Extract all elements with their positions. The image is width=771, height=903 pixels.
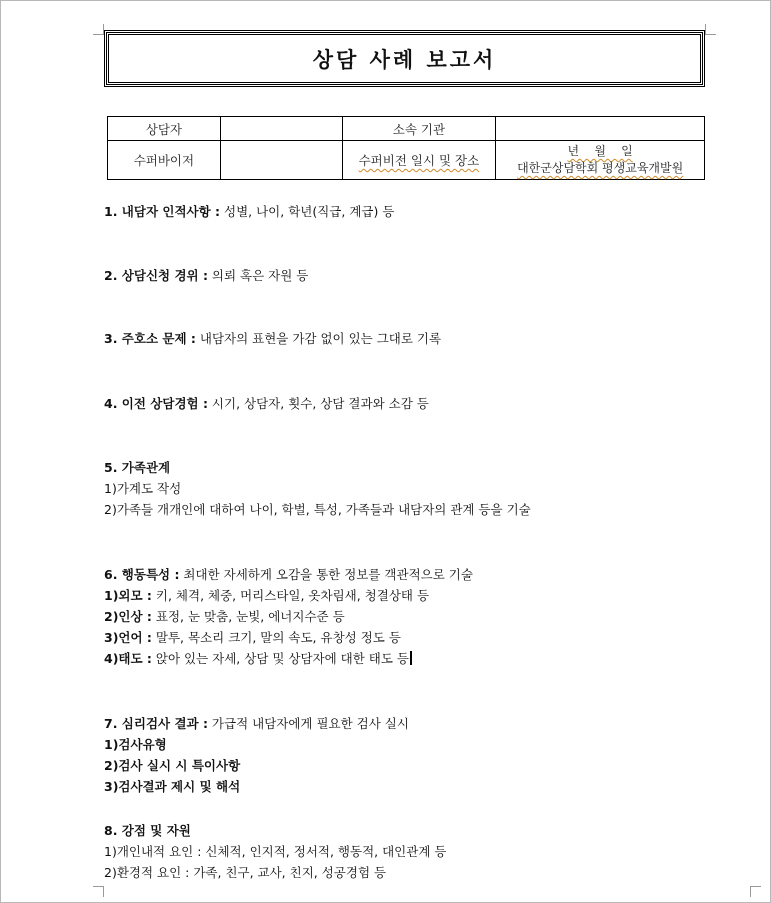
section-5-item-1: 1)가계도 작성 — [104, 481, 182, 496]
section-6-text: 최대한 자세하게 오감을 통한 정보를 객관적으로 기술 — [179, 567, 473, 582]
section-8-item-2: 2)환경적 요인 : 가족, 친구, 교사, 친지, 성공경험 등 — [104, 865, 387, 880]
session-org: 대한군상담학회 평생교육개발원 — [517, 161, 684, 175]
section-7-item-2: 2)검사 실시 시 특이사항 — [104, 758, 241, 773]
section-4-heading: 4. 이전 상담경험 : — [104, 396, 208, 411]
section-1 — [104, 202, 394, 220]
section-3-heading: 3. 주호소 문제 : — [104, 331, 196, 346]
section-5-item-2: 2)가족들 개개인에 대하여 나이, 학벌, 특성, 가족들과 내담자의 관계 등을 기술 — [104, 502, 531, 517]
section-6 — [104, 565, 473, 583]
section-4 — [104, 394, 429, 412]
text-cursor — [410, 651, 412, 665]
session-label — [342, 141, 496, 180]
supervisor-label: 수퍼바이저 — [108, 141, 221, 180]
affiliation-label: 소속 기관 — [342, 117, 496, 141]
section-7-heading: 7. 심리검사 결과 : — [104, 716, 208, 731]
title-box — [106, 32, 703, 85]
margin-mark-bottom-right — [750, 886, 761, 897]
section-3-text: 내담자의 표현을 가감 없이 있는 그대로 기록 — [195, 331, 442, 346]
margin-mark-top-right — [705, 24, 716, 35]
section-2 — [104, 266, 308, 284]
document-title: 상담 사례 보고서 — [312, 47, 497, 72]
section-4-text: 시기, 상담자, 횟수, 상담 결과와 소감 등 — [207, 396, 429, 411]
section-1-text: 성별, 나이, 학년(직급, 계급) 등 — [220, 204, 395, 219]
section-7 — [104, 714, 409, 732]
section-6-item-4: 4)태도 : 앉아 있는 자세, 상담 및 상담자에 대한 태도 등 — [104, 649, 412, 667]
counselor-value[interactable] — [220, 117, 342, 141]
section-6-item-2: 2)인상 : 표정, 눈 맞춤, 눈빛, 에너지수준 등 — [104, 609, 345, 624]
supervisor-value[interactable] — [220, 141, 342, 180]
section-7-text: 가급적 내담자에게 필요한 검사 실시 — [207, 716, 409, 731]
section-7-item-1: 1)검사유형 — [104, 737, 167, 752]
section-8-heading: 8. 강점 및 자원 — [104, 823, 191, 838]
section-3 — [104, 329, 441, 347]
section-8-item-1: 1)개인내적 요인 : 신체적, 인지적, 정서적, 행동적, 대인관계 등 — [104, 844, 447, 859]
section-2-text: 의뢰 혹은 자원 등 — [207, 268, 309, 283]
section-2-heading: 2. 상담신청 경위 : — [104, 268, 208, 283]
section-6-heading: 6. 행동특성 : — [104, 567, 180, 582]
section-5-heading: 5. 가족관계 — [104, 460, 171, 475]
section-6-item-1: 1)외모 : 키, 체격, 체중, 머리스타일, 옷차림새, 청결상태 등 — [104, 588, 430, 603]
section-7-item-3: 3)검사결과 제시 및 해석 — [104, 779, 241, 794]
affiliation-value[interactable] — [496, 117, 705, 141]
info-table — [107, 116, 705, 180]
margin-mark-top-left — [93, 24, 104, 35]
section-6-item-3: 3)언어 : 말투, 목소리 크기, 말의 속도, 유창성 정도 등 — [104, 630, 401, 645]
session-value[interactable] — [496, 141, 705, 180]
section-1-heading: 1. 내담자 인적사항 : — [104, 204, 221, 219]
session-label-text: 수퍼비전 일시 및 장소 — [358, 153, 480, 168]
counselor-label: 상담자 — [108, 117, 221, 141]
margin-mark-bottom-left — [93, 886, 104, 897]
session-date: 년 월 일 — [567, 144, 633, 158]
